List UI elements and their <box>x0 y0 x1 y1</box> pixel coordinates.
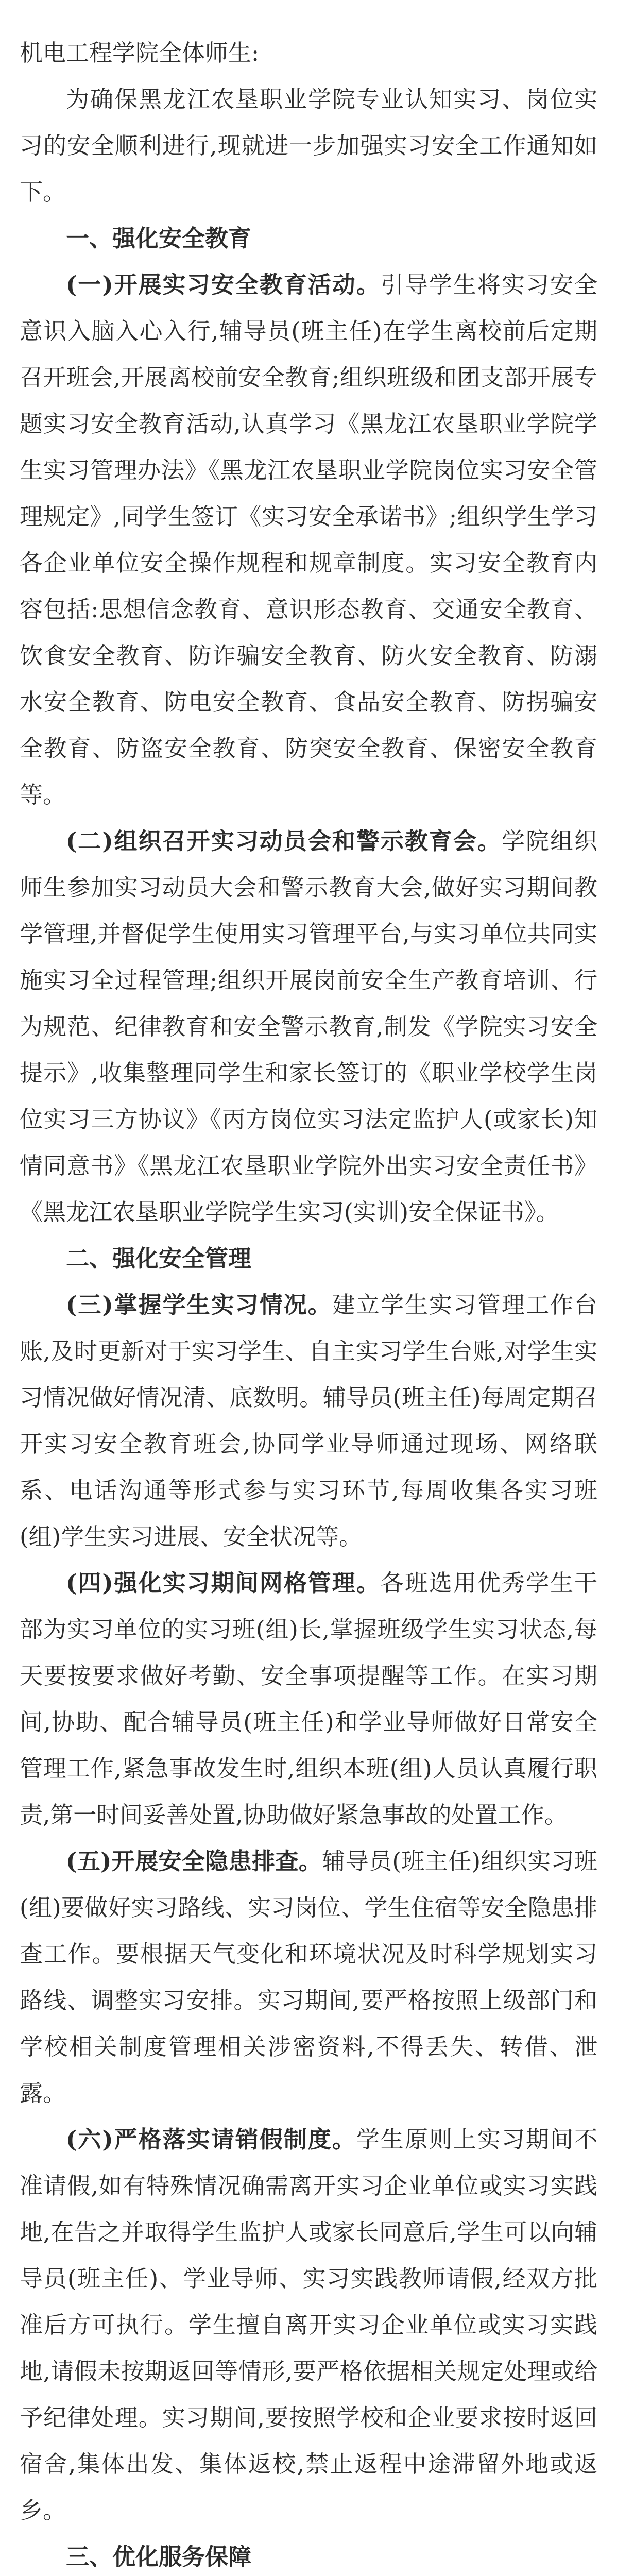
section-heading: 一、强化安全教育 <box>66 225 252 252</box>
greeting: 机电工程学院全体师生: <box>20 39 260 66</box>
item-text: 辅导员(班主任)组织实习班(组)要做好实习路线、实习岗位、学生住宿等安全隐患排查工作。要根据天气变化和环境状况及时科学规划实习路线、调整实习安排。实习期间,要严格按照上级部门和学校相关制度管理相关涉密资料,不得丢失、转借、泄露。 <box>20 1848 597 2107</box>
item-text: 学生原则上实习期间不准请假,如有特殊情况确需离开实习企业单位或实习实践地,在告之并取得学生监护人或家长同意后,学生可以向辅导员(班主任)、学业导师、实习实践教师请假,经双方批准后方可执行。学生擅自离开实习企业单位或实习实践地,请假未按期返回等情形,要严格依据相关规定处理或给予纪律处理。实习期间,要按照学校和企业要求按时返回宿舍,集体出发、集体返校,禁止返程中途滞留外地或返乡。 <box>20 2126 597 2524</box>
section-heading: 三、优化服务保障 <box>66 2543 252 2570</box>
item-lead: (五)开展安全隐患排查。 <box>66 1848 322 1875</box>
item-paragraph <box>20 818 597 1235</box>
item-paragraph <box>20 262 597 818</box>
item-lead: (二)组织召开实习动员会和警示教育会。 <box>66 827 502 855</box>
item-text: 建立学生实习管理工作台账,及时更新对于实习学生、自主实习学生台账,对学生实习情况做好情况清、底数明。辅导员(班主任)每周定期召开实习安全教育班会,协同学业导师通过现场、网络联系、电话沟通等形式参与实习环节,每周收集各实习班(组)学生实习进展、安全状况等。 <box>20 1291 597 1550</box>
item-lead: (四)强化实习期间网格管理。 <box>66 1569 381 1597</box>
section-2 <box>20 1235 597 2534</box>
item-text: 各班选用优秀学生干部为实习单位的实习班(组)长,掌握班级学生实习状态,每天要按要求做好考勤、安全事项提醒等工作。在实习期间,协助、配合辅导员(班主任)和学业导师做好日常安全管理工作,紧急事故发生时,组织本班(组)人员认真履行职责,第一时间妥善处置,协助做好紧急事故的处置工作。 <box>20 1569 597 1828</box>
item-lead: (六)严格落实请销假制度。 <box>66 2126 356 2153</box>
intro-paragraph: 为确保黑龙江农垦职业学院专业认知实习、岗位实习的安全顺利进行,现就进一步加强实习安全工作通知如下。 <box>20 86 597 206</box>
item-paragraph <box>20 1282 597 1560</box>
section-3 <box>20 2534 597 2576</box>
item-lead: (三)掌握学生实习情况。 <box>66 1291 332 1318</box>
item-paragraph <box>20 1560 597 1838</box>
item-lead: (一)开展实习安全教育活动。 <box>66 271 381 298</box>
item-paragraph <box>20 1838 597 2116</box>
item-text: 学院组织师生参加实习动员大会和警示教育大会,做好实习期间教学管理,并督促学生使用实习管理平台,与实习单位共同实施实习全过程管理;组织开展岗前安全生产教育培训、行为规范、纪律教育和安全警示教育,制发《学院实习安全提示》,收集整理同学生和家长签订的《职业学校学生岗位实习三方协议》《丙方岗位实习法定监护人(或家长)知情同意书》《黑龙江农垦职业学院外出实习安全责任书》《黑龙江农垦职业学院学生实习(实训)安全保证书》。 <box>20 827 597 1226</box>
item-paragraph <box>20 2116 597 2534</box>
section-1 <box>20 215 597 1235</box>
section-heading: 二、强化安全管理 <box>66 1245 252 1272</box>
item-text: 引导学生将实习安全意识入脑入心入行,辅导员(班主任)在学生离校前后定期召开班会,开展离校前安全教育;组织班级和团支部开展专题实习安全教育活动,认真学习《黑龙江农垦职业学院学生实习管理办法》《黑龙江农垦职业学院岗位实习安全管理规定》,同学生签订《实习安全承诺书》;组织学生学习各企业单位安全操作规程和规章制度。实习安全教育内容包括:思想信念教育、意识形态教育、交通安全教育、饮食安全教育、防诈骗安全教育、防火安全教育、防溺水安全教育、防电安全教育、食品安全教育、防拐骗安全教育、防盗安全教育、防突安全教育、保密安全教育等。 <box>20 271 597 808</box>
